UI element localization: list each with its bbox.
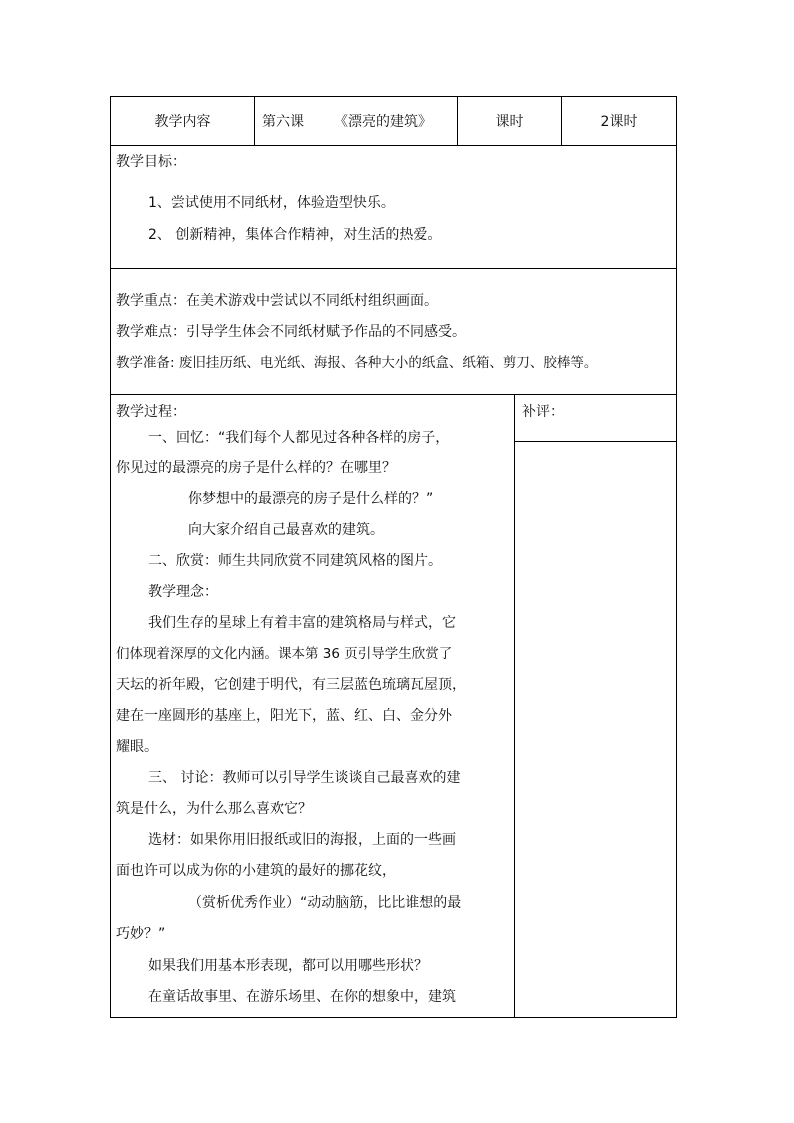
process-line: 耀眼。	[116, 739, 158, 755]
difficulty: 教学难点：引导学生体会不同纸材赋予作品的不同感受。	[116, 324, 466, 340]
process-line: 天坛的祈年殿，它创建于明代，有三层蓝色琉璃瓦屋顶，	[116, 677, 466, 693]
process-col-divider	[514, 394, 515, 1018]
process-line: 向大家介绍自己最喜欢的建筑。	[188, 522, 384, 538]
process-line: 如果我们用基本形表现，都可以用哪些形状？	[148, 958, 428, 974]
row-divider-header	[110, 145, 677, 146]
process-line: （赏析优秀作业）“动动脑筋，比比谁想的最	[188, 895, 462, 911]
process-line: 面也许可以成为你的小建筑的最好的挪花纹，	[116, 863, 396, 879]
process-line: 你梦想中的最漂亮的房子是什么样的？”	[188, 491, 434, 507]
process-line: 二、欣赏：师生共同欣赏不同建筑风格的图片。	[148, 553, 442, 569]
preparation: 教学准备: 废旧挂历纸、电光纸、海报、各种大小的纸盒、纸箱、剪刀、胶棒等。	[116, 355, 598, 371]
process-line: 教学理念：	[148, 584, 218, 600]
process-line: 我们生存的星球上有着丰富的建筑格局与样式，它	[148, 615, 456, 631]
process-line: 选材：如果你用旧报纸或旧的海报，上面的一些画	[148, 832, 456, 848]
row-divider-objectives	[110, 268, 677, 269]
process-line: 你见过的最漂亮的房子是什么样的？在哪里？	[116, 460, 396, 476]
header-col-divider-1	[254, 96, 255, 146]
comment-label: 补评：	[522, 404, 564, 420]
process-line: 一、回忆：“我们每个人都见过各种各样的房子，	[148, 430, 450, 446]
row-divider-info	[110, 394, 677, 395]
objective-item: 2、 创新精神，集体合作精神，对生活的热爱。	[148, 227, 442, 243]
objective-item: 1、尝试使用不同纸材，体验造型快乐。	[148, 195, 395, 211]
process-line: 们体现着深厚的文化内涵。课本第 36 页引导学生欣赏了	[116, 646, 453, 662]
lesson-title: 《漂亮的建筑》	[334, 114, 432, 130]
content-label: 教学内容	[154, 114, 211, 130]
process-line: 三、 讨论：教师可以引导学生谈谈自己最喜欢的建	[148, 770, 461, 786]
process-line: 巧妙？”	[116, 926, 166, 942]
objectives-title: 教学目标：	[116, 154, 186, 170]
process-title: 教学过程：	[116, 404, 186, 420]
process-line: 在童话故事里、在游乐场里、在你的想象中，建筑	[148, 989, 456, 1005]
process-line: 筑是什么，为什么那么喜欢它？	[116, 801, 312, 817]
hours-label: 课时	[495, 114, 524, 130]
lesson-number: 第六课	[262, 114, 304, 130]
hours-value: 2课时	[600, 114, 638, 130]
process-line: 建在一座圆形的基座上，阳光下，蓝、红、白、金分外	[116, 708, 452, 724]
key-point: 教学重点：在美术游戏中尝试以不同纸村组织画面。	[116, 293, 438, 309]
comment-divider	[514, 441, 677, 442]
